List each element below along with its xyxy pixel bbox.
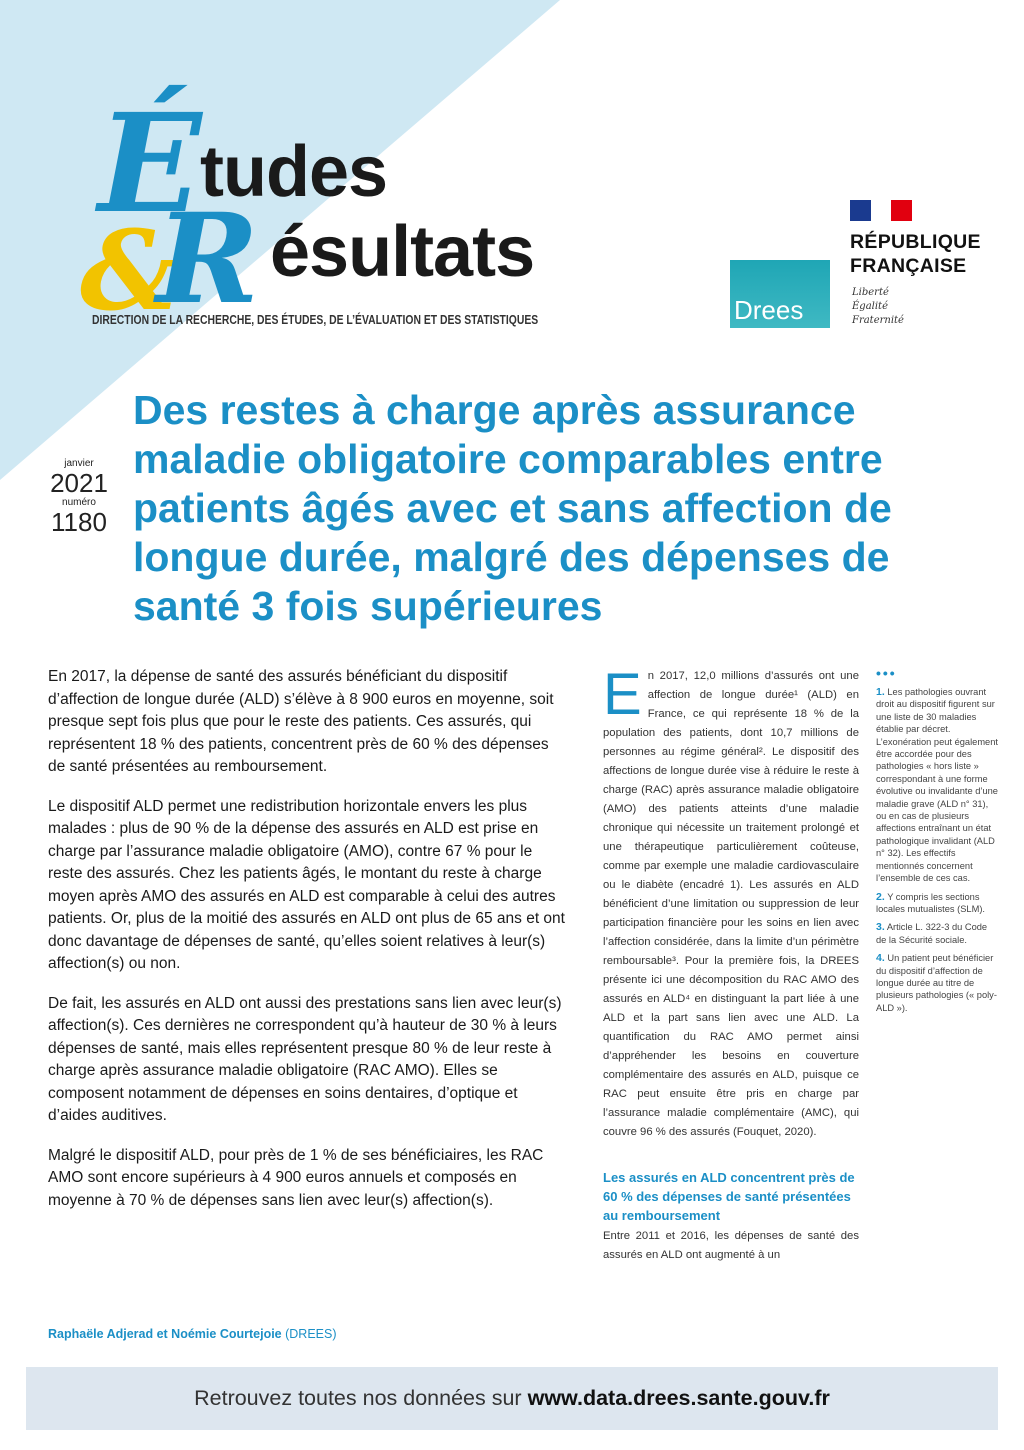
drees-logo-text: Drees — [734, 295, 804, 325]
footnote-number: 4. — [876, 952, 885, 965]
logo-word-esultats: ésultats — [270, 212, 535, 292]
motto-egalite: Égalité — [852, 301, 888, 312]
republic-motto — [852, 286, 904, 328]
drees-logo — [730, 260, 830, 328]
footer-text: Retrouvez toutes nos données sur — [194, 1386, 522, 1410]
footer-url-link[interactable]: www.data.drees.sante.gouv.fr — [527, 1386, 830, 1410]
section-heading: Les assurés en ALD concentrent près de 60 % des dépenses de santé présentées au remboursement — [603, 1170, 855, 1223]
issue-month: janvier — [64, 458, 94, 469]
issue-number-label: numéro — [62, 497, 96, 508]
etudes-resultats-logo — [40, 84, 640, 335]
republique-line2: FRANÇAISE — [850, 255, 967, 277]
motto-liberte: Liberté — [852, 287, 889, 298]
author-names: Raphaële Adjerad et Noémie Courtejoie — [48, 1327, 282, 1341]
summary-paragraph: De fait, les assurés en ALD ont aussi des prestations sans lien avec leur(s) affection(s). Ces dernières ne correspondent qu’à hauteur de 30 % à leurs dépenses de santé, mais elles représentent presque 80 % de leur reste à charge après assurance maladie obligatoire (RAC AMO). Elles se composent notamment de dépenses en soins dentaires, d’optique et d’aides auditives. — [48, 994, 562, 1124]
publisher-subtitle: DIRECTION DE LA RECHERCHE, DES ÉTUDES, DE L’ÉVALUATION ET DES STATISTIQUES — [92, 313, 539, 327]
page-title: Des restes à charge après assurance maladie obligatoire comparables entre patients âgés avec et sans affection de longue durée, malgré des dépenses de santé 3 fois supérieures — [133, 387, 892, 629]
footnote-text: Article L. 322-3 du Code de la Sécurité sociale. — [876, 922, 988, 945]
logo-ampersand: & — [80, 206, 180, 335]
drop-cap: E — [603, 662, 642, 727]
footnote-number: 3. — [876, 921, 885, 934]
logo-word-tudes: tudes — [200, 132, 388, 212]
logo-letter-e: É — [98, 84, 202, 244]
footnotes-column — [876, 666, 998, 1020]
summary-paragraph: En 2017, la dépense de santé des assurés bénéficiant du dispositif d’affection de longue durée (ALD) s’élève à 8 900 euros en moyenne, soit presque sept fois plus que pour le reste des patients. Ces assurés, qui représentent 18 % des patients, concentrent près de 60 % des dépenses de santé présentées au remboursement. — [48, 668, 554, 775]
footnote-text: Les pathologies ouvrant droit au dispositif figurent sur une liste de 30 maladies établie par décret. L’exonération peut également être accordée pour des pathologies « hors liste » correspondant à une forme évolutive ou invalidante d’une maladie grave (ALD n° 31), ou en cas de plusieurs affections entraînant un état pathologique invalidant (ALD n° 32). Les effectifs mentionnés concernent l’ensemble de ces cas. — [876, 687, 998, 884]
motto-fraternite: Fraternité — [852, 315, 904, 326]
footnote — [876, 921, 998, 946]
republique-francaise-label — [850, 230, 981, 278]
footnote-text: Un patient peut bénéficier du dispositif d’affection de longue durée au titre de plusieurs pathologies (« poly-ALD »). — [876, 953, 997, 1013]
notes-dots-icon: ••• — [876, 665, 897, 681]
summary-column — [48, 666, 568, 1229]
footnote-number: 1. — [876, 686, 885, 698]
authors-line — [48, 1327, 337, 1341]
summary-paragraph: Malgré le dispositif ALD, pour près de 1 % de ses bénéficiaires, les RAC AMO sont encore supérieurs à 4 900 euros annuels et composés en moyenne à 70 % de dépenses sans lien avec leur(s) affection(s). — [48, 1146, 544, 1209]
footnote-text: Y compris les sections locales mutualistes (SLM). — [876, 891, 986, 914]
footnote-number: 2. — [876, 890, 885, 903]
body-paragraph: Entre 2011 et 2016, les dépenses de santé des assurés en ALD ont augmenté à un — [603, 1230, 859, 1261]
summary-paragraph: Le dispositif ALD permet une redistribution horizontale envers les plus malades : plus de 90 % de la dépense des assurés en ALD est prise en charge par l’assurance maladie obligatoire (AMO), contre 67 % pour le reste des assurés. Chez les patients âgés, le montant du reste à charge moyen après AMO des assurés en ALD est comparable à celui des autres patients. Or, plus de la moitié des assurés en ALD ont plus de 65 ans et ont donc davantage de dépenses de santé, qu’elles soient relatives à leur(s) affection(s) ou non. — [48, 797, 565, 972]
republique-line1: RÉPUBLIQUE — [850, 231, 981, 253]
french-flag-icon — [850, 200, 912, 221]
footnote — [876, 952, 998, 1014]
footnote — [876, 686, 998, 885]
body-column — [603, 662, 859, 1265]
footer-banner — [26, 1367, 998, 1430]
body-paragraph: n 2017, 12,0 millions d’assurés ont une affection de longue durée¹ (ALD) en France, ce qui représente 18 % de la population des patients, dont 10,7 millions de personnes au régime général². Le dispositif des affections de longue durée vise à réduire le reste à charge (RAC) après assurance maladie obligatoire (AMO) des patients atteints d’une maladie chronique qui nécessite un traitement prolongé et une thérapeutique particulièrement coûteuse, comme par exemple une maladie cardiovasculaire ou le diabète (encadré 1). Les assurés en ALD bénéficient d’une limitation ou suppression de leur participation financière pour les soins en lien avec l’affection considérée, dans la limite d’un périmètre remboursable³. Pour la première fois, la DREES présente ici une décomposition du RAC AMO des assurés en ALD⁴ en distinguant la part liée à une ALD et la part sans lien avec une ALD. La quantification du RAC AMO permet ainsi d’appréhender les besoins en couverture complémentaire des assurés en ALD, puisque ce RAC peut ensuite être pris en charge par l’assurance maladie complémentaire (AMC), qui couvre 96 % des assurés (Fouquet, 2020). — [603, 670, 859, 1138]
footnote — [876, 891, 998, 916]
issue-info — [48, 458, 110, 536]
author-org: (DREES) — [285, 1327, 337, 1341]
issue-year: 2021 — [50, 468, 108, 498]
logo-letter-r: R — [156, 187, 260, 332]
issue-number: 1180 — [51, 507, 107, 537]
